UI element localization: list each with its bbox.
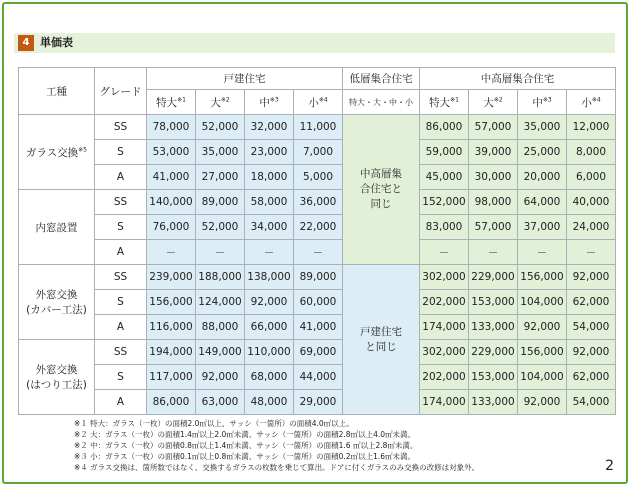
footnote-mark: ※2 [493, 96, 503, 103]
highrise-price-cell: 152,000 [420, 190, 469, 215]
table-row [19, 215, 616, 240]
detached-price-cell: 66,000 [245, 315, 294, 340]
highrise-price-cell: 229,000 [469, 340, 518, 365]
detached-price-cell: 41,000 [294, 315, 343, 340]
highrise-price-cell: 156,000 [518, 265, 567, 290]
detached-price-cell: 35,000 [196, 140, 245, 165]
footnotes [74, 418, 479, 473]
footnote-line: ※４ ガラス交換は、箇所数ではなく、交換するガラスの枚数を乗じて算出。ドアに付くガラスのみ交換の改修は対象外。 [74, 463, 480, 472]
highrise-price-cell: － [567, 240, 616, 265]
footnote-mark: ※4 [318, 96, 328, 103]
detached-price-cell: 5,000 [294, 165, 343, 190]
detached-price-cell: 41,000 [147, 165, 196, 190]
highrise-price-cell: 37,000 [518, 215, 567, 240]
header-grade: グレード [95, 68, 147, 115]
detached-price-cell: 63,000 [196, 390, 245, 415]
highrise-price-cell: － [469, 240, 518, 265]
highrise-price-cell: 202,000 [420, 365, 469, 390]
table-row [19, 390, 616, 415]
section-header-bar [14, 33, 615, 53]
detached-price-cell: 92,000 [196, 365, 245, 390]
lowrise-same-as-detached: 戸建住宅と同じ [360, 325, 402, 353]
grade-cell: A [95, 390, 147, 415]
header-detached-size-1: 大$^{※2}$ [196, 90, 245, 115]
table-row [19, 190, 616, 215]
detached-price-cell: 138,000 [245, 265, 294, 290]
highrise-price-cell: 92,000 [518, 390, 567, 415]
lowrise-merged-highrise [343, 115, 420, 265]
highrise-price-cell: 302,000 [420, 265, 469, 290]
header-lowrise-size: 特大・大・中・小 [343, 90, 420, 115]
highrise-price-cell: 174,000 [420, 390, 469, 415]
grade-cell: S [95, 290, 147, 315]
highrise-price-cell: 62,000 [567, 290, 616, 315]
detached-price-cell: － [245, 240, 294, 265]
highrise-price-cell: 104,000 [518, 365, 567, 390]
detached-price-cell: 27,000 [196, 165, 245, 190]
grade-cell: A [95, 240, 147, 265]
detached-price-cell: 68,000 [245, 365, 294, 390]
detached-price-cell: 140,000 [147, 190, 196, 215]
detached-price-cell: 11,000 [294, 115, 343, 140]
detached-price-cell: 69,000 [294, 340, 343, 365]
highrise-price-cell: 153,000 [469, 365, 518, 390]
highrise-price-cell: 83,000 [420, 215, 469, 240]
detached-price-cell: 32,000 [245, 115, 294, 140]
detached-price-cell: 117,000 [147, 365, 196, 390]
detached-price-cell: 194,000 [147, 340, 196, 365]
header-highrise: 中高層集合住宅 [420, 68, 616, 90]
highrise-price-cell: 133,000 [469, 390, 518, 415]
kouji-cell: 内窓設置 [19, 190, 95, 265]
detached-price-cell: 60,000 [294, 290, 343, 315]
detached-price-cell: 124,000 [196, 290, 245, 315]
detached-price-cell: 18,000 [245, 165, 294, 190]
footnote-mark: ※1 [177, 96, 186, 103]
footnote-line: ※２ 中：ガラス（一枚）の面積0.8㎡以上1.4㎡未満、サッシ（一箇所）の面積1.6 ㎡以上2.8㎡未満。 [74, 441, 418, 450]
highrise-price-cell: 92,000 [518, 315, 567, 340]
table-row [19, 365, 616, 390]
footnote-line: ※３ 小：ガラス（一枚）の面積0.1㎡以上0.8㎡未満、サッシ（一箇所）の面積0.2㎡以上1.6㎡未満。 [74, 452, 416, 461]
grade-cell: S [95, 140, 147, 165]
section-title: 単価表 [40, 36, 73, 49]
detached-price-cell: 34,000 [245, 215, 294, 240]
detached-price-cell: 156,000 [147, 290, 196, 315]
detached-price-cell: 52,000 [196, 115, 245, 140]
table-row [19, 290, 616, 315]
header-detached-size-0: 特大$^{※1}$ [147, 90, 196, 115]
highrise-price-cell: 92,000 [567, 340, 616, 365]
detached-price-cell: 76,000 [147, 215, 196, 240]
detached-price-cell: 188,000 [196, 265, 245, 290]
grade-cell: SS [95, 115, 147, 140]
highrise-price-cell: 57,000 [469, 215, 518, 240]
highrise-price-cell: 202,000 [420, 290, 469, 315]
detached-price-cell: 23,000 [245, 140, 294, 165]
price-table [18, 67, 616, 415]
detached-price-cell: － [196, 240, 245, 265]
table-row [19, 315, 616, 340]
kouji-cell: ガラス交換$^{※5}$ [19, 115, 95, 190]
detached-price-cell: 88,000 [196, 315, 245, 340]
section-number: 4 [18, 35, 34, 51]
grade-cell: A [95, 315, 147, 340]
detached-price-cell: 29,000 [294, 390, 343, 415]
detached-price-cell: 78,000 [147, 115, 196, 140]
header-highrise-size-2: 中$^{※3}$ [518, 90, 567, 115]
detached-price-cell: 86,000 [147, 390, 196, 415]
detached-price-cell: － [294, 240, 343, 265]
header-highrise-size-3: 小$^{※4}$ [567, 90, 616, 115]
footnote-mark: ※2 [220, 96, 230, 103]
footnote-mark: ※1 [450, 96, 459, 103]
highrise-price-cell: 45,000 [420, 165, 469, 190]
highrise-price-cell: 57,000 [469, 115, 518, 140]
highrise-price-cell: － [518, 240, 567, 265]
detached-price-cell: 58,000 [245, 190, 294, 215]
highrise-price-cell: 25,000 [518, 140, 567, 165]
highrise-price-cell: 64,000 [518, 190, 567, 215]
header-detached-size-2: 中$^{※3}$ [245, 90, 294, 115]
footnote-mark: ※3 [269, 96, 279, 103]
table-row [19, 265, 616, 290]
detached-price-cell: 89,000 [294, 265, 343, 290]
highrise-price-cell: 20,000 [518, 165, 567, 190]
table-row [19, 115, 616, 140]
detached-price-cell: 92,000 [245, 290, 294, 315]
lowrise-merged-detached [343, 265, 420, 415]
detached-price-cell: 149,000 [196, 340, 245, 365]
footnote-line: ※１ 特大：ガラス（一枚）の面積2.0㎡以上、サッシ（一箇所）の面積4.0㎡以上。 [74, 419, 354, 428]
highrise-price-cell: － [420, 240, 469, 265]
detached-price-cell: － [147, 240, 196, 265]
detached-price-cell: 116,000 [147, 315, 196, 340]
highrise-price-cell: 156,000 [518, 340, 567, 365]
grade-cell: SS [95, 340, 147, 365]
grade-cell: A [95, 165, 147, 190]
highrise-price-cell: 24,000 [567, 215, 616, 240]
highrise-price-cell: 54,000 [567, 390, 616, 415]
highrise-price-cell: 133,000 [469, 315, 518, 340]
grade-cell: SS [95, 190, 147, 215]
highrise-price-cell: 59,000 [420, 140, 469, 165]
header-detached: 戸建住宅 [147, 68, 343, 90]
grade-cell: S [95, 215, 147, 240]
highrise-price-cell: 30,000 [469, 165, 518, 190]
grade-cell: S [95, 365, 147, 390]
highrise-price-cell: 104,000 [518, 290, 567, 315]
highrise-price-cell: 54,000 [567, 315, 616, 340]
lowrise-same-as-highrise: 中高層集合住宅と同じ [360, 168, 402, 210]
footnote-mark: ※4 [591, 96, 601, 103]
table-row [19, 340, 616, 365]
highrise-price-cell: 302,000 [420, 340, 469, 365]
detached-price-cell: 239,000 [147, 265, 196, 290]
footnote-mark: ※5 [78, 146, 88, 153]
header-detached-size-3: 小$^{※4}$ [294, 90, 343, 115]
highrise-price-cell: 174,000 [420, 315, 469, 340]
highrise-price-cell: 6,000 [567, 165, 616, 190]
detached-price-cell: 52,000 [196, 215, 245, 240]
highrise-price-cell: 39,000 [469, 140, 518, 165]
highrise-price-cell: 12,000 [567, 115, 616, 140]
detached-price-cell: 110,000 [245, 340, 294, 365]
header-lowrise: 低層集合住宅 [343, 68, 420, 90]
detached-price-cell: 36,000 [294, 190, 343, 215]
footnote-mark: ※3 [542, 96, 552, 103]
highrise-price-cell: 229,000 [469, 265, 518, 290]
footnote-line: ※２ 大：ガラス（一枚）の面積1.4㎡以上2.0㎡未満、サッシ（一箇所）の面積2.8㎡以上4.0㎡未満。 [74, 430, 416, 439]
detached-price-cell: 22,000 [294, 215, 343, 240]
highrise-price-cell: 98,000 [469, 190, 518, 215]
kouji-cell: 外窓交換 (カバー工法) [19, 265, 95, 340]
detached-price-cell: 89,000 [196, 190, 245, 215]
table-row [19, 165, 616, 190]
detached-price-cell: 53,000 [147, 140, 196, 165]
kouji-cell: 外窓交換 (はつり工法) [19, 340, 95, 415]
grade-cell: SS [95, 265, 147, 290]
header-kouji: 工種 [19, 68, 95, 115]
header-highrise-size-0: 特大$^{※1}$ [420, 90, 469, 115]
detached-price-cell: 44,000 [294, 365, 343, 390]
highrise-price-cell: 62,000 [567, 365, 616, 390]
highrise-price-cell: 86,000 [420, 115, 469, 140]
table-row [19, 140, 616, 165]
highrise-price-cell: 92,000 [567, 265, 616, 290]
page-number: 2 [605, 458, 614, 474]
detached-price-cell: 48,000 [245, 390, 294, 415]
highrise-price-cell: 35,000 [518, 115, 567, 140]
highrise-price-cell: 40,000 [567, 190, 616, 215]
header-highrise-size-1: 大$^{※2}$ [469, 90, 518, 115]
detached-price-cell: 7,000 [294, 140, 343, 165]
table-row [19, 240, 616, 265]
highrise-price-cell: 153,000 [469, 290, 518, 315]
highrise-price-cell: 8,000 [567, 140, 616, 165]
